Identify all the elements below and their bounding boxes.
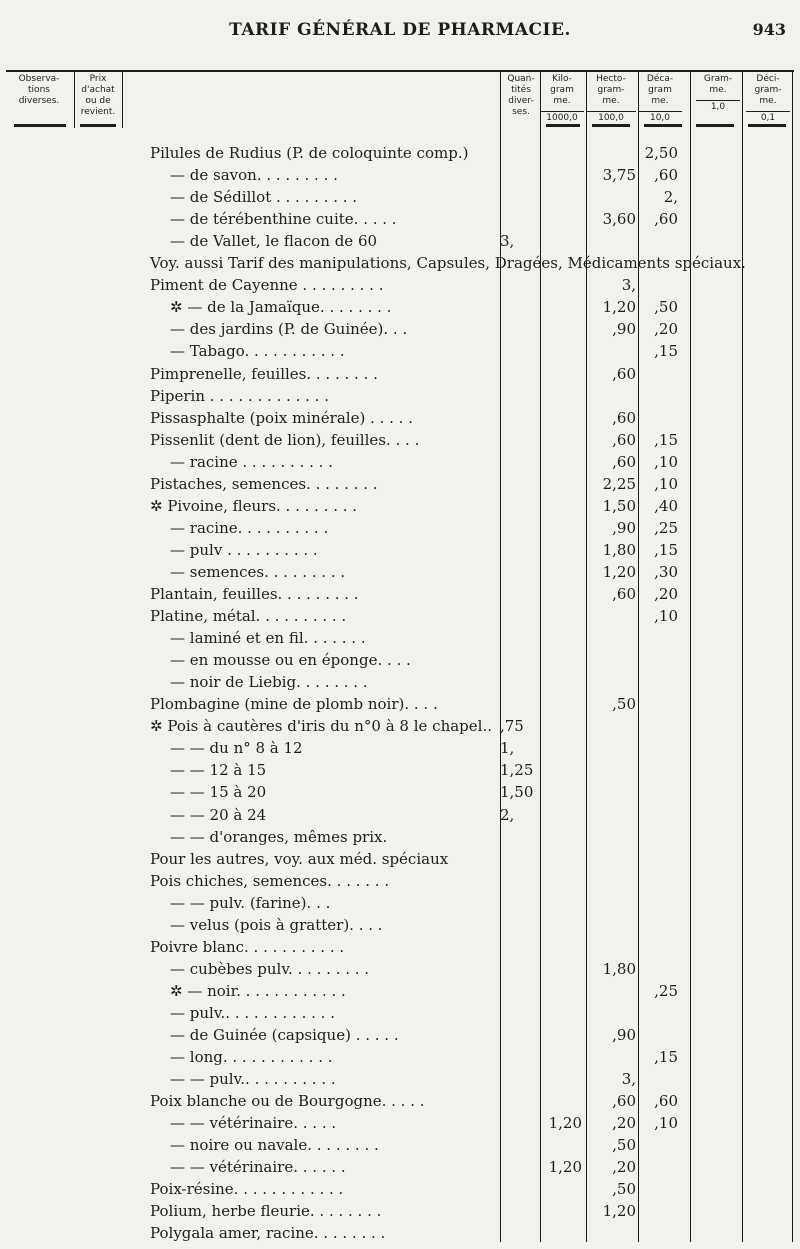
- cell-kilo: 1,20: [548, 1114, 582, 1133]
- col-header-kilo-label: Kilo- gram me.: [550, 74, 574, 106]
- cell-hecto: 3,60: [602, 210, 636, 229]
- row-label: — pulv . . . . . . . . . .: [170, 540, 318, 559]
- cell-hecto: ,60: [612, 364, 636, 383]
- table-row: [150, 650, 800, 670]
- table-row: [150, 694, 800, 714]
- cell-deca: ,15: [654, 540, 678, 559]
- row-label: — des jardins (P. de Guinée). . .: [170, 320, 408, 339]
- cell-hecto: ,60: [612, 1092, 636, 1111]
- cell-hecto: ,20: [612, 1114, 636, 1133]
- cell-hecto: ,50: [612, 695, 636, 714]
- col-header-deca-unit: 10,0: [638, 111, 682, 124]
- table-row: [150, 738, 800, 758]
- row-label: — de Sédillot . . . . . . . . .: [170, 188, 358, 207]
- row-label: Plombagine (mine de plomb noir). . . .: [150, 695, 438, 714]
- row-label: — — 12 à 15: [170, 761, 267, 780]
- col-header-kilo-unit: 1000,0: [540, 111, 584, 124]
- table-row: [150, 518, 800, 538]
- row-label: — — vétérinaire. . . . . .: [170, 1158, 346, 1177]
- table-row: [150, 1179, 800, 1199]
- header-bar: [14, 124, 66, 127]
- header-bar: [644, 124, 682, 127]
- row-label: — — 15 à 20: [170, 783, 267, 802]
- cell-hecto: 3,: [621, 276, 636, 295]
- row-label: — pulv.. . . . . . . . . . . .: [170, 1003, 335, 1022]
- row-label: — long. . . . . . . . . . . .: [170, 1048, 333, 1067]
- col-header-hecto-unit: 100,0: [586, 111, 636, 124]
- table-row: [150, 827, 800, 847]
- row-label: — velus (pois à gratter). . . .: [170, 915, 383, 934]
- col-rule: [74, 72, 75, 128]
- cell-deca: ,10: [654, 452, 678, 471]
- cell-hecto: 1,80: [602, 540, 636, 559]
- col-header-prix: Prix d'achat ou de revient.: [80, 74, 116, 117]
- cell-hecto: ,50: [612, 1136, 636, 1155]
- header-bar: [592, 124, 630, 127]
- cell-deca: ,25: [654, 981, 678, 1000]
- cell-deca: ,15: [654, 430, 678, 449]
- table-row: [150, 165, 800, 185]
- table-row: [150, 959, 800, 979]
- table-row: [150, 716, 800, 736]
- table-row: [150, 540, 800, 560]
- cell-quant: ,75: [500, 717, 524, 736]
- row-label: — de Vallet, le flacon de 60: [170, 232, 378, 251]
- cell-hecto: 2,25: [602, 474, 636, 493]
- cell-deca: ,25: [654, 518, 678, 537]
- cell-quant: 1,25: [500, 761, 534, 780]
- row-label: Poivre blanc. . . . . . . . . . .: [150, 937, 345, 956]
- table-row: [150, 1223, 800, 1243]
- col-header-observations: Observa- tions diverses.: [18, 74, 60, 106]
- header-bar: [546, 124, 580, 127]
- col-header-quantites: Quan- tités diver- ses.: [507, 74, 535, 117]
- row-label: — — d'oranges, mêmes prix.: [170, 827, 388, 846]
- table-row: [150, 187, 800, 207]
- cell-deca: ,40: [654, 496, 678, 515]
- row-label: Piment de Cayenne . . . . . . . . .: [150, 276, 384, 295]
- row-label: — — 20 à 24: [170, 805, 267, 824]
- table-row: [150, 341, 800, 361]
- cell-deca: ,50: [654, 298, 678, 317]
- cell-deca: ,10: [654, 474, 678, 493]
- row-label: — cubèbes pulv. . . . . . . . .: [170, 959, 370, 978]
- table-row: [150, 782, 800, 802]
- row-label: Platine, métal. . . . . . . . . .: [150, 607, 347, 626]
- table-row: [150, 275, 800, 295]
- cell-hecto: ,60: [612, 585, 636, 603]
- cell-hecto: 1,20: [602, 1202, 636, 1221]
- table-row: [150, 1157, 800, 1177]
- cell-quant: 1,50: [500, 783, 534, 802]
- row-label: — laminé et en fil. . . . . . .: [170, 629, 366, 648]
- table-row: [150, 672, 800, 692]
- row-label: Piperin . . . . . . . . . . . . .: [150, 386, 329, 405]
- table-row: [150, 1003, 800, 1023]
- table-row: [150, 253, 800, 273]
- table-row: [150, 474, 800, 494]
- row-label: ✲ — noir. . . . . . . . . . . .: [170, 981, 346, 1000]
- cell-hecto: ,60: [612, 430, 636, 449]
- cell-deca: 2,50: [644, 144, 678, 162]
- table-row: [150, 1201, 800, 1221]
- row-label: — de térébenthine cuite. . . . .: [170, 210, 397, 229]
- col-header-gram-unit: 1,0: [696, 100, 740, 113]
- row-label: ✲ Pois à cautères d'iris du n°0 à 8 le chapel..: [150, 717, 492, 736]
- cell-deca: ,10: [654, 607, 678, 626]
- row-label: Polygala amer, racine. . . . . . . .: [150, 1224, 386, 1243]
- row-label: — de savon. . . . . . . . .: [170, 166, 338, 185]
- table-row: [150, 496, 800, 516]
- table-row: [150, 364, 800, 384]
- header-bar: [696, 124, 734, 127]
- row-label: — — pulv.. . . . . . . . . .: [170, 1070, 336, 1089]
- table-row: [150, 893, 800, 913]
- col-header-kilo: [540, 74, 584, 124]
- cell-deca: 2,: [663, 188, 678, 207]
- row-label: Pistaches, semences. . . . . . . .: [150, 474, 378, 493]
- row-label: — noire ou navale. . . . . . . .: [170, 1136, 379, 1155]
- col-header-hecto: [586, 74, 636, 124]
- cell-deca: ,60: [654, 1092, 678, 1111]
- col-header-hecto-label: Hecto- gram- me.: [596, 74, 626, 106]
- table-row: [150, 937, 800, 957]
- row-label: Pois chiches, semences. . . . . . .: [150, 871, 390, 890]
- cell-hecto: ,50: [612, 1180, 636, 1199]
- table-row: [150, 606, 800, 626]
- col-rule: [122, 72, 123, 128]
- row-label: Poix blanche ou de Bourgogne. . . . .: [150, 1092, 425, 1111]
- cell-deca: ,60: [654, 166, 678, 185]
- col-header-deci-label: Déci- gram- me.: [754, 74, 782, 106]
- table-row: [150, 231, 800, 251]
- col-header-gram: [696, 74, 740, 113]
- cell-hecto: ,60: [612, 452, 636, 471]
- row-label: Pimprenelle, feuilles. . . . . . . .: [150, 364, 378, 383]
- cell-hecto: 3,75: [602, 166, 636, 185]
- page-header-title: TARIF GÉNÉRAL DE PHARMACIE.: [229, 20, 571, 40]
- table-row: [150, 143, 800, 163]
- row-label: Polium, herbe fleurie. . . . . . . .: [150, 1202, 382, 1221]
- cell-hecto: 1,80: [602, 959, 636, 978]
- row-label: Pissenlit (dent de lion), feuilles. . . .: [150, 430, 420, 449]
- header-bar: [80, 124, 116, 127]
- table-row: [150, 871, 800, 891]
- cell-hecto: ,20: [612, 1158, 636, 1177]
- cell-quant: 3,: [500, 232, 515, 251]
- cell-deca: ,20: [654, 320, 678, 339]
- row-label: — racine. . . . . . . . . .: [170, 518, 329, 537]
- row-label: ✲ — de la Jamaïque. . . . . . . .: [170, 298, 392, 317]
- cell-hecto: 1,50: [602, 496, 636, 515]
- header-bar: [748, 124, 786, 127]
- cell-quant: 2,: [500, 805, 515, 824]
- cell-hecto: ,90: [612, 1026, 636, 1044]
- row-label: — — vétérinaire. . . . .: [170, 1114, 337, 1133]
- table-row: [150, 430, 800, 450]
- row-label: ✲ Pivoine, fleurs. . . . . . . . .: [150, 496, 358, 515]
- table-row: [150, 1069, 800, 1089]
- row-label: — semences. . . . . . . . .: [170, 562, 346, 581]
- cell-hecto: ,90: [612, 320, 636, 339]
- col-header-gram-label: Gram- me.: [703, 74, 733, 95]
- row-label: — racine . . . . . . . . . .: [170, 452, 333, 471]
- row-label: Voy. aussi Tarif des manipulations, Capsules, Dragées, Médicaments spéciaux.: [150, 254, 746, 273]
- col-header-deci-unit: 0,1: [746, 111, 790, 124]
- table-row: [150, 981, 800, 1001]
- cell-hecto: 1,20: [602, 562, 636, 581]
- table-row: [150, 1091, 800, 1111]
- cell-deca: ,10: [654, 1114, 678, 1133]
- row-label: Poix-résine. . . . . . . . . . . .: [150, 1180, 344, 1199]
- table-row: [150, 386, 800, 406]
- row-label: Plantain, feuilles. . . . . . . . .: [150, 585, 359, 603]
- row-label: Pour les autres, voy. aux méd. spéciaux: [150, 849, 449, 868]
- table-row: [150, 584, 800, 604]
- row-label: — de Guinée (capsique) . . . . .: [170, 1026, 399, 1044]
- table-row: [150, 1025, 800, 1045]
- row-label: Pilules de Rudius (P. de coloquinte comp.): [150, 144, 469, 162]
- table-row: [150, 408, 800, 428]
- table-row: [150, 297, 800, 317]
- cell-deca: ,15: [654, 1048, 678, 1067]
- page-number: 943: [752, 20, 786, 39]
- table-row: [150, 1113, 800, 1133]
- cell-deca: ,30: [654, 562, 678, 581]
- col-header-deca-label: Déca- gram me.: [646, 74, 674, 106]
- cell-hecto: ,60: [612, 408, 636, 427]
- table-row: [150, 1135, 800, 1155]
- cell-hecto: 3,: [621, 1070, 636, 1089]
- row-label: — en mousse ou en éponge. . . .: [170, 651, 411, 670]
- table-row: [150, 849, 800, 869]
- cell-deca: ,20: [654, 585, 678, 603]
- cell-hecto: 1,20: [602, 298, 636, 317]
- cell-quant: 1,: [500, 739, 515, 758]
- top-rule: [6, 70, 794, 72]
- table-row: [150, 628, 800, 648]
- row-label: Pissasphalte (poix minérale) . . . . .: [150, 408, 413, 427]
- table-row: [150, 562, 800, 582]
- table-row: [150, 319, 800, 339]
- table-row: [150, 209, 800, 229]
- row-label: — — pulv. (farine). . .: [170, 893, 331, 912]
- cell-hecto: ,90: [612, 518, 636, 537]
- cell-kilo: 1,20: [548, 1158, 582, 1177]
- col-header-deca: [638, 74, 682, 124]
- table-row: [150, 805, 800, 825]
- row-label: — Tabago. . . . . . . . . . .: [170, 342, 345, 361]
- table-row: [150, 1047, 800, 1067]
- row-label: — — du n° 8 à 12: [170, 739, 303, 758]
- table-row: [150, 915, 800, 935]
- cell-deca: ,60: [654, 210, 678, 229]
- table-row: [150, 452, 800, 472]
- cell-deca: ,15: [654, 342, 678, 361]
- col-header-deci: [746, 74, 790, 124]
- table-row: [150, 760, 800, 780]
- row-label: — noir de Liebig. . . . . . . .: [170, 673, 368, 692]
